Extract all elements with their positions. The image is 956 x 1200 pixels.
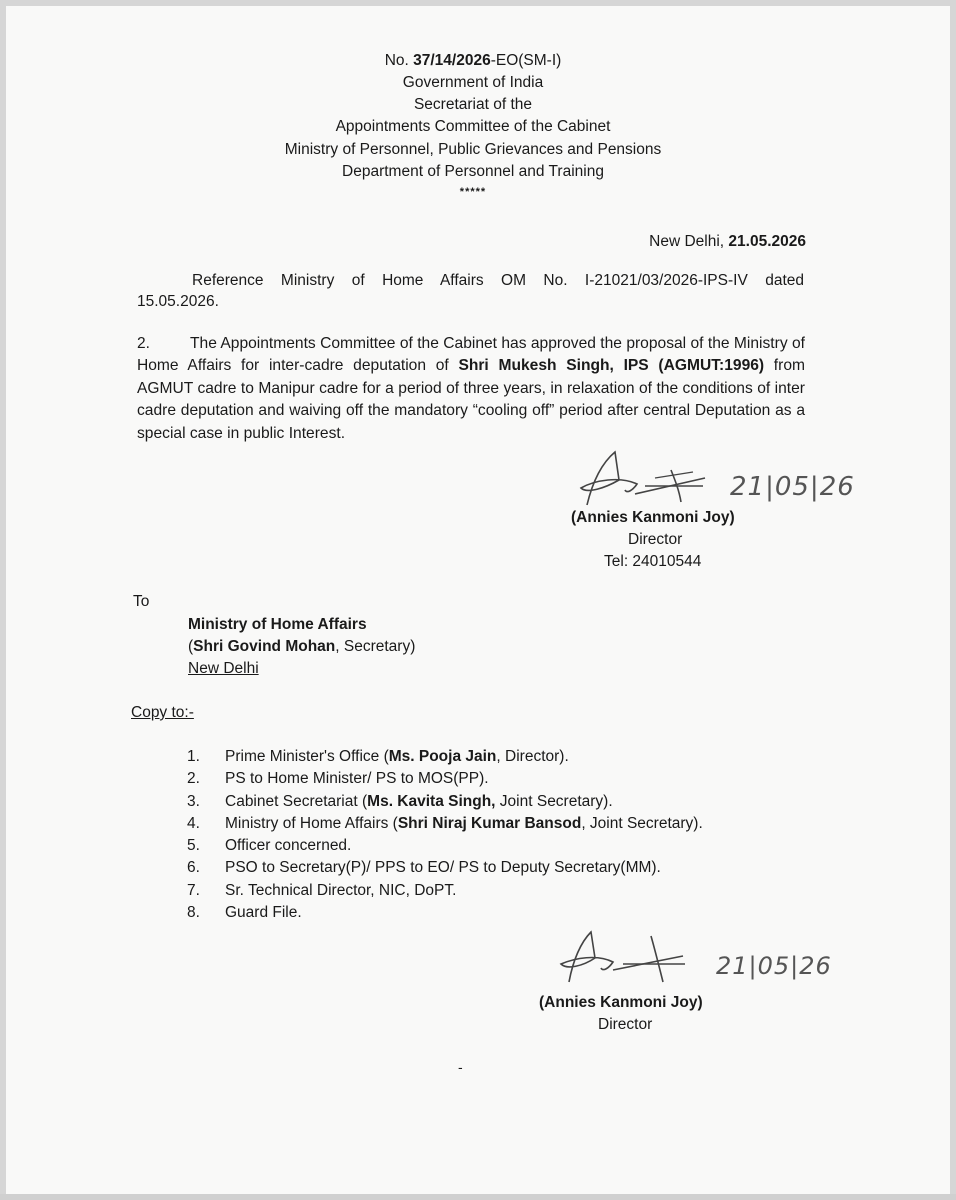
header-government: Government of India — [402, 74, 544, 91]
reference-line-1: Reference Ministry of Home Affairs OM No. I-21021/03/2026-IPS-IV dated — [192, 272, 804, 289]
to-ministry: Ministry of Home Affairs — [188, 616, 367, 633]
header-secretariat: Secretariat of the — [413, 96, 533, 113]
header-ministry: Ministry of Personnel, Public Grievances and Pensions — [284, 141, 662, 158]
signature-2-designation: Director — [598, 1016, 653, 1033]
para-2-body: The Appointments Committee of the Cabinet has approved the proposal of the Ministry of Home Affairs for inter-cadre deputation of Shri Mukesh Singh, IPS (AGMUT:1996) from AGMUT cadre to Manipur cadre for a period of three years, in relaxation of the conditions of inter cadre deputation and waiving off the mandatory “cooling off” period after central Deputation as a special case in public Interest. — [137, 335, 805, 442]
signature-1-designation: Director — [628, 531, 683, 548]
footer-mark: - — [458, 1059, 463, 1075]
issue-date: New Delhi, 21.05.2026 — [649, 233, 806, 250]
para-number: 2. — [137, 335, 150, 352]
to-city: New Delhi — [188, 660, 259, 677]
page-bottom-edge — [0, 1194, 956, 1200]
document-page: No. 37/14/2026-EO(SM-I) Government of India Secretariat of the Appointments Committee of the Cabinet Ministry of Personnel, Public Grievances and Pensions Department of Personnel and Training ***** New Delhi, 21.05.2026 Reference Ministry of Home Affairs OM No. I-21021/03/2026-IPS-IV dated 15.05.2026. 2. The Appointments Committee of the Cabinet has approved the proposal of the Ministry of Home Affairs for inter-cadre deputation of Shri Mukesh Singh, IPS (AGMUT:1996) from AGMUT cadre to Manipur cadre for a period of three years, in relaxation of the conditions of inter cadre deputation and waiving off the mandatory “cooling off” period after central Deputation as a special case in public Interest. 21|05|26 (Annies Kanmoni Joy) Director Tel: 24010544 To Ministry of Home Affairs (Shri Govind Mohan, Secretary) New Delhi Copy to:- 1. Prime Minister's Office (Ms. Pooja Jain, Director). 2. PS to Home Minister/ PS to MOS(PP). 3. Cabinet Secretariat (Ms. Kavita Singh, Joint Secretary). 4. Ministry of Home Affairs (Shri Niraj Kumar Bansod, Joint Secretary). 5. Officer concerned. 6. PSO to Secretary(P)/ PPS to EO/ PS to Deputy Secretary(MM). 7. Sr. Technical Director, NIC, DoPT. 8. Guard File. 21|05|26 (Annies Kanmoni Joy) Director - — [0, 0, 956, 1200]
signature-2-scribble — [555, 930, 705, 992]
copy-to-label: Copy to:- — [131, 704, 194, 721]
header-stars: ***** — [459, 186, 487, 198]
signature-1-name: (Annies Kanmoni Joy) — [571, 509, 735, 526]
header-department: Department of Personnel and Training — [342, 163, 604, 180]
reference-line-2: 15.05.2026. — [137, 293, 219, 310]
header-acc: Appointments Committee of the Cabinet — [335, 118, 611, 135]
signature-2-name: (Annies Kanmoni Joy) — [539, 994, 703, 1011]
signature-1-tel: Tel: 24010544 — [604, 553, 702, 570]
order-number: No. 37/14/2026-EO(SM-I) — [384, 52, 562, 69]
to-label: To — [133, 593, 150, 610]
signature-1-handwritten-date: 21|05|26 — [730, 472, 855, 502]
to-addressee: (Shri Govind Mohan, Secretary) — [188, 638, 416, 655]
signature-2-handwritten-date: 21|05|26 — [716, 952, 832, 980]
